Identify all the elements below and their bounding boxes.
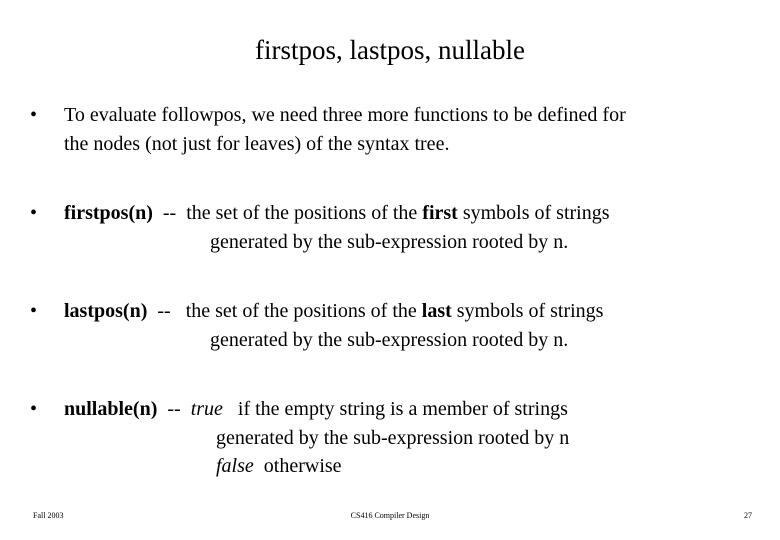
emphasis-word: last <box>421 300 452 322</box>
bullet-dot-icon: • <box>30 300 38 322</box>
separator: -- <box>157 300 171 322</box>
definition-line-1 <box>64 297 603 326</box>
definition-line-2: generated by the sub-expression rooted by n. <box>210 328 569 351</box>
emphasis-word: first <box>422 202 458 224</box>
footer-term: Fall 2003 <box>33 511 64 520</box>
otherwise-text: otherwise <box>263 455 342 477</box>
definition-text-end: symbols of strings <box>456 300 604 322</box>
bullet-text <box>64 101 764 158</box>
bullet-dot-icon: • <box>30 202 38 224</box>
separator: -- <box>162 202 177 224</box>
value-false: false <box>216 455 254 477</box>
function-name: lastpos(n) <box>64 300 148 322</box>
bullet-text <box>64 199 610 256</box>
slide-title: firstpos, lastpos, nullable <box>255 35 525 65</box>
definition-text-end: symbols of strings <box>462 202 610 224</box>
definition-text: if the empty string is a member of strings <box>237 398 568 420</box>
separator: -- <box>167 398 181 420</box>
bullet-dot-icon: • <box>30 104 38 126</box>
definition-line-3 <box>64 452 569 481</box>
definition-text: the set of the positions of the <box>186 202 418 224</box>
bullet-text <box>64 395 569 481</box>
function-name: nullable(n) <box>64 398 158 420</box>
definition-line-2: generated by the sub-expression rooted by n <box>216 426 570 449</box>
bullet-text <box>64 297 603 354</box>
value-true: true <box>190 398 223 420</box>
bullet-line-2: the nodes (not just for leaves) of the syntax tree. <box>64 132 450 155</box>
bullet-dot-icon: • <box>30 398 38 420</box>
definition-line-1 <box>64 395 569 424</box>
definition-line-1 <box>64 199 610 228</box>
function-name: firstpos(n) <box>64 202 153 224</box>
bullet-line-1: To evaluate followpos, we need three more functions to be defined for <box>64 104 626 126</box>
definition-text: the set of the positions of the <box>185 300 417 322</box>
footer-page-number: 27 <box>744 511 752 520</box>
footer-course: CS416 Compiler Design <box>350 511 430 520</box>
definition-line-2: generated by the sub-expression rooted by n. <box>210 230 569 253</box>
